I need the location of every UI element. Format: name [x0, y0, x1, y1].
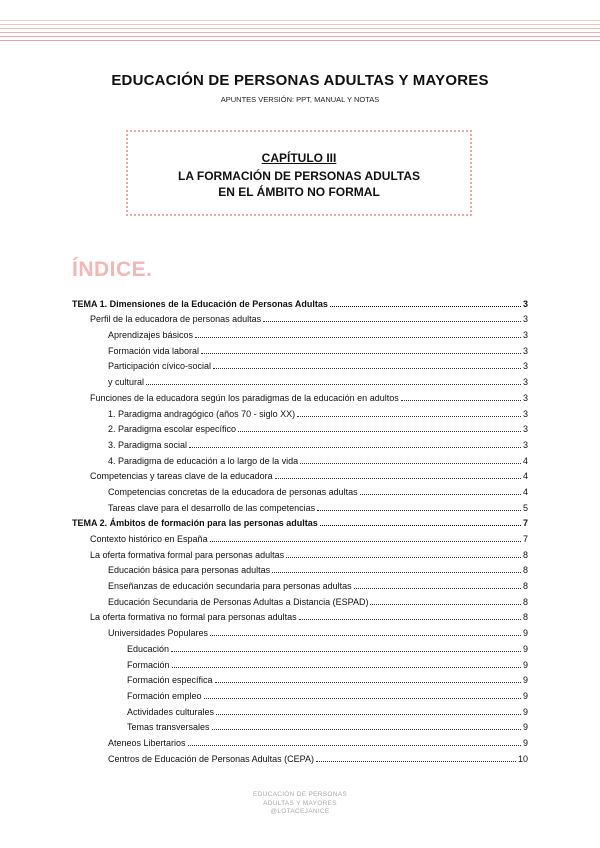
- toc-page-number: 9: [522, 690, 528, 701]
- toc-dot-leader: [146, 384, 521, 385]
- toc-dot-leader: [272, 572, 521, 573]
- footer: [0, 791, 600, 817]
- toc-entry-row[interactable]: [72, 310, 528, 326]
- toc-page-number: 3: [522, 298, 528, 309]
- toc-entry-row[interactable]: [72, 420, 528, 436]
- toc-entry-row[interactable]: [72, 451, 528, 467]
- toc-page-number: 8: [522, 596, 528, 607]
- toc-page-number: 9: [522, 643, 528, 654]
- toc-entry-title: Enseñanzas de educación secundaria para personas adultas: [108, 581, 352, 592]
- toc-page-number: 9: [522, 737, 528, 748]
- toc-page-number: 8: [522, 581, 528, 592]
- toc-dot-leader: [360, 494, 521, 495]
- toc-entry-title: Formación empleo: [127, 690, 202, 701]
- toc-dot-leader: [238, 431, 521, 432]
- toc-entry-title: Actividades culturales: [127, 706, 215, 717]
- toc-entry-row[interactable]: [72, 718, 528, 734]
- toc-entry-title: TEMA 1. Dimensiones de la Educación de Personas Adultas: [72, 298, 328, 309]
- toc-page-number: 9: [522, 628, 528, 639]
- toc-dot-leader: [401, 400, 521, 401]
- toc-entry-row[interactable]: [72, 639, 528, 655]
- toc-entry-title: TEMA 2. Ámbitos de formación para las personas adultas: [72, 518, 318, 529]
- toc-page-number: 3: [522, 424, 528, 435]
- toc-page-number: 10: [517, 753, 528, 764]
- toc-entry-title: Participación cívico-social: [108, 361, 212, 372]
- toc-entry-row[interactable]: [72, 341, 528, 357]
- toc-entry-title: y cultural: [108, 377, 145, 388]
- toc-dot-leader: [212, 729, 521, 730]
- toc-page-number: 3: [522, 330, 528, 341]
- toc-entry-row[interactable]: [72, 608, 528, 624]
- toc-page-number: 7: [522, 518, 528, 529]
- chapter-title-line2: EN EL ÁMBITO NO FORMAL: [218, 185, 380, 199]
- toc-entry-title: Competencias concretas de la educadora de personas adultas: [108, 486, 358, 497]
- footer-line1: EDUCACIÓN DE PERSONAS: [252, 791, 348, 798]
- toc-dot-leader: [297, 416, 521, 417]
- toc-dot-leader: [210, 541, 521, 542]
- toc-dot-leader: [317, 510, 521, 511]
- toc-page-number: 3: [522, 439, 528, 450]
- toc-page-number: 5: [522, 502, 528, 513]
- toc-page-number: 3: [522, 392, 528, 403]
- toc-entry-title: Educación Secundaria de Personas Adultas a Distancia (ESPAD): [108, 596, 369, 607]
- toc-page-number: 4: [522, 486, 528, 497]
- header-decoration: [0, 0, 600, 46]
- toc-dot-leader: [286, 557, 521, 558]
- toc-page-number: 4: [522, 455, 528, 466]
- toc-entry-row[interactable]: [72, 435, 528, 451]
- toc-entry-title: Contexto histórico en España: [90, 534, 208, 544]
- toc-entry-row[interactable]: [72, 467, 528, 483]
- toc-page-number: 3: [522, 361, 528, 372]
- toc-entry-title: Funciones de la educadora según los paradigmas de la educación en adultos: [90, 392, 399, 403]
- document-title: EDUCACIÓN DE PERSONAS ADULTAS Y MAYORES: [111, 72, 489, 89]
- toc-dot-leader: [204, 698, 521, 699]
- toc-entry-row[interactable]: [72, 482, 528, 498]
- toc-page-number: 9: [522, 706, 528, 717]
- toc-page-number: 7: [522, 534, 528, 544]
- toc-entry-title: Competencias y tareas clave de la educadora: [90, 471, 273, 482]
- toc-entry-row[interactable]: [72, 561, 528, 577]
- toc-dot-leader: [300, 463, 521, 464]
- toc-entry-row[interactable]: [72, 671, 528, 687]
- toc-entry-title: 3. Paradigma social: [108, 439, 188, 450]
- toc-entry-row[interactable]: [72, 655, 528, 671]
- toc-page-number: 9: [522, 659, 528, 670]
- toc-dot-leader: [316, 761, 516, 762]
- toc-dot-leader: [201, 353, 521, 354]
- toc-page-number: 3: [522, 345, 528, 356]
- toc-entry-row[interactable]: [72, 733, 528, 749]
- toc-entry-title: Formación específica: [127, 675, 213, 686]
- toc-dot-leader: [189, 447, 521, 448]
- toc-dot-leader: [215, 682, 521, 683]
- toc-dot-leader: [171, 651, 521, 652]
- toc-entry-row[interactable]: [72, 498, 528, 514]
- chapter-number: CAPÍTULO III: [261, 151, 337, 165]
- toc-entry-row[interactable]: [72, 686, 528, 702]
- toc-entry-title: La oferta formativa formal para personas adultas: [90, 549, 285, 560]
- toc-entry-title: Ateneos Libertarios: [108, 737, 186, 748]
- toc-section-row[interactable]: [72, 294, 528, 310]
- toc-entry-title: Educación: [127, 643, 170, 654]
- toc-dot-leader: [299, 619, 521, 620]
- toc-entry-row[interactable]: [72, 404, 528, 420]
- toc-dot-leader: [275, 478, 521, 479]
- toc-page-number: 9: [522, 722, 528, 733]
- toc-entry-title: Formación vida laboral: [108, 345, 200, 356]
- toc-entry-title: Centros de Educación de Personas Adultas (CEPA): [108, 753, 314, 764]
- index-heading: ÍNDICE.: [72, 258, 153, 281]
- toc-dot-leader: [320, 525, 521, 526]
- toc-entry-title: La oferta formativa no formal para personas adultas: [90, 612, 297, 623]
- toc-page-number: 3: [522, 314, 528, 325]
- toc-entry-title: Aprendizajes básicos: [108, 330, 194, 341]
- toc-page-number: 8: [522, 612, 528, 623]
- toc-entry-title: 4. Paradigma de educación a lo largo de la vida: [108, 455, 299, 466]
- toc-page-number: 4: [522, 471, 528, 482]
- toc-entry-row[interactable]: [72, 529, 528, 545]
- toc-page-number: 9: [522, 675, 528, 686]
- toc-page-number: 8: [522, 549, 528, 560]
- toc-dot-leader: [370, 604, 521, 605]
- toc-entry-title: Temas transversales: [127, 722, 210, 733]
- toc-dot-leader: [216, 714, 521, 715]
- toc-dot-leader: [188, 745, 521, 746]
- toc-dot-leader: [195, 337, 521, 338]
- toc-dot-leader: [213, 368, 521, 369]
- toc-entry-row[interactable]: [72, 592, 528, 608]
- toc-entry-title: 2. Paradigma escolar específico: [108, 424, 237, 435]
- toc-entry-title: Perfil de la educadora de personas adultas: [90, 314, 262, 325]
- toc-entry-row[interactable]: [72, 623, 528, 639]
- toc-dot-leader: [354, 588, 521, 589]
- chapter-box: [126, 130, 472, 216]
- chapter-title-line1: LA FORMACIÓN DE PERSONAS ADULTAS: [178, 169, 420, 183]
- toc-entry-title: Universidades Populares: [108, 628, 209, 639]
- toc-entry-title: Educación básica para personas adultas: [108, 565, 271, 576]
- footer-line3: @LOTACEJANICE: [270, 808, 330, 815]
- toc-entry-row[interactable]: [72, 545, 528, 561]
- toc-entry-row[interactable]: [72, 702, 528, 718]
- toc-entry-title: Formación: [127, 659, 170, 670]
- toc-entry-row[interactable]: [72, 388, 528, 404]
- toc-entry-row[interactable]: [72, 372, 528, 388]
- document-subtitle: APUNTES VERSIÓN: PPT, MANUAL Y NOTAS: [220, 95, 380, 104]
- toc-entry-row[interactable]: [72, 576, 528, 592]
- toc-entry-title: 1. Paradigma andragógico (años 70 - siglo XX): [108, 408, 296, 419]
- table-of-contents: [72, 294, 528, 765]
- toc-entry-title: Tareas clave para el desarrollo de las competencias: [108, 502, 316, 513]
- toc-entry-row[interactable]: [72, 749, 528, 765]
- toc-entry-row[interactable]: [72, 325, 528, 341]
- toc-dot-leader: [172, 667, 521, 668]
- toc-page-number: 3: [522, 377, 528, 388]
- toc-dot-leader: [263, 321, 521, 322]
- toc-entry-row[interactable]: [72, 357, 528, 373]
- toc-section-row[interactable]: [72, 514, 528, 530]
- toc-dot-leader: [330, 306, 521, 307]
- toc-page-number: 3: [522, 408, 528, 419]
- toc-dot-leader: [210, 635, 521, 636]
- toc-page-number: 8: [522, 565, 528, 576]
- footer-line2: ADULTAS Y MAYORES: [263, 799, 337, 807]
